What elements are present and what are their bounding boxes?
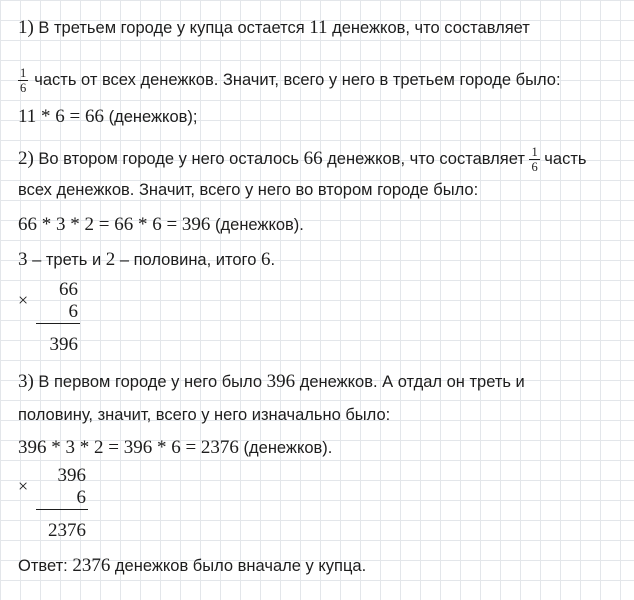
- number: 3: [18, 249, 28, 270]
- number: 2376: [72, 555, 111, 576]
- multiplier: 6: [76, 487, 86, 508]
- multiply-sign: ×: [18, 476, 29, 496]
- multiplier: 6: [68, 301, 78, 322]
- text: денежков было вначале у купца.: [110, 557, 367, 575]
- number: 2: [105, 249, 116, 270]
- number: 66: [303, 147, 323, 169]
- fraction-denominator: 6: [531, 160, 538, 174]
- answer-line: [18, 556, 366, 576]
- step-2-line-3: [18, 215, 304, 235]
- column-multiplication-1: [18, 280, 88, 360]
- fraction: [18, 67, 28, 94]
- step-2-line-2: [18, 180, 478, 200]
- text: В первом городе у него было: [33, 373, 267, 391]
- text: денежков, что составляет: [322, 149, 530, 168]
- text: – треть и: [27, 251, 106, 269]
- text: – половина, итого: [115, 251, 261, 269]
- step-1-line-2: [18, 67, 561, 94]
- text: В третьем городе у купца остается: [33, 19, 310, 37]
- step-2-line-4: [18, 250, 275, 270]
- step-number: 1): [18, 17, 34, 38]
- expression: 66 * 3 * 2 = 66 * 6 = 396: [18, 214, 211, 235]
- step-1-line-1: [18, 18, 530, 38]
- column-multiplication-2: [18, 466, 98, 546]
- multiply-sign: ×: [18, 290, 29, 310]
- step-number: 2): [18, 147, 34, 169]
- text: денежков, что составляет: [327, 19, 530, 37]
- step-1-line-3: [18, 107, 197, 127]
- number: 11: [309, 17, 328, 38]
- step-number: 3): [18, 371, 34, 392]
- text: (денежков);: [104, 108, 198, 126]
- answer-label: Ответ:: [18, 557, 73, 575]
- text: .: [270, 251, 276, 269]
- step-3-line-2: [18, 405, 390, 425]
- text: (денежков).: [210, 216, 304, 234]
- result-line: [36, 323, 80, 324]
- step-3-line-3: [18, 438, 332, 458]
- text: Во втором городе у него осталось: [33, 149, 304, 168]
- number: 396: [266, 371, 296, 392]
- fraction-denominator: 6: [20, 81, 27, 95]
- text: часть от всех денежков. Значит, всего у него в третьем городе было:: [34, 70, 561, 89]
- product: 2376: [48, 520, 86, 541]
- multiplicand: 396: [57, 465, 86, 486]
- product: 396: [49, 334, 78, 355]
- multiplicand: 66: [59, 279, 78, 300]
- text: часть: [539, 149, 587, 168]
- text: всех денежков. Значит, всего у него во втором городе было:: [18, 181, 479, 199]
- number: 6: [260, 249, 271, 270]
- fraction-numerator: 1: [531, 145, 538, 159]
- fraction-numerator: 1: [20, 66, 27, 80]
- fraction: [529, 146, 539, 173]
- expression: 11 * 6 = 66: [18, 106, 105, 127]
- result-line: [36, 509, 88, 510]
- step-3-line-1: [18, 372, 525, 392]
- expression: 396 * 3 * 2 = 396 * 6 = 2376: [18, 437, 239, 458]
- step-2-line-1: [18, 146, 586, 173]
- text: половину, значит, всего у него изначально было:: [18, 406, 391, 424]
- text: (денежков).: [238, 439, 333, 457]
- text: денежков. А отдал он треть и: [295, 373, 525, 391]
